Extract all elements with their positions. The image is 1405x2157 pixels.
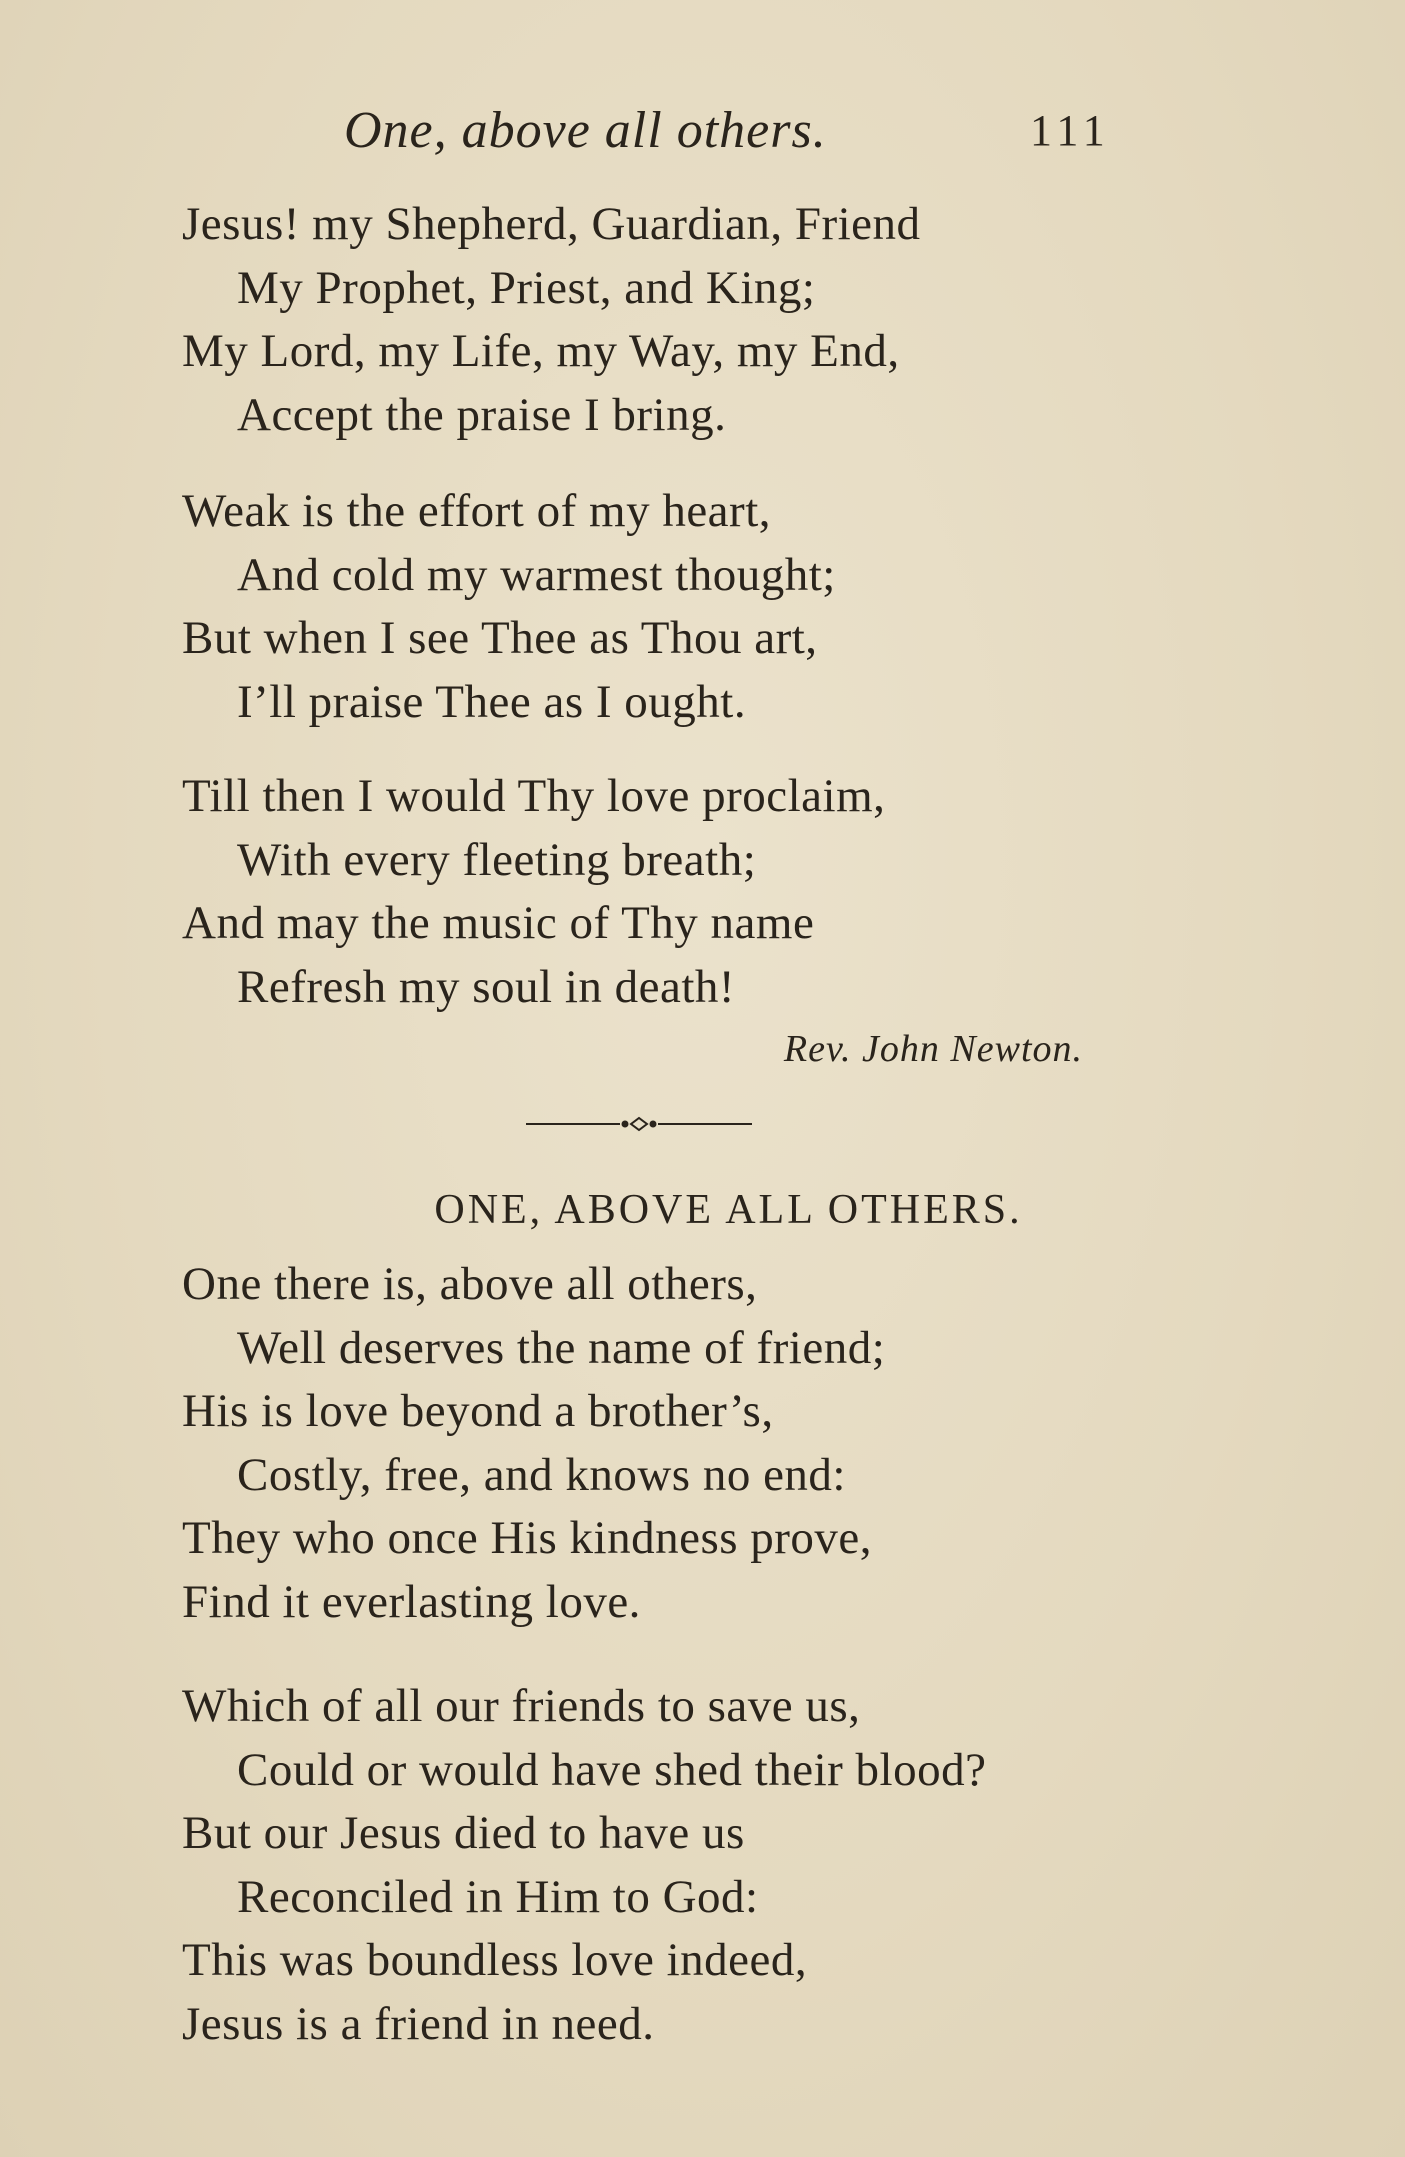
- poem-line: Jesus is a friend in need.: [182, 1997, 655, 2050]
- poem-line: My Prophet, Priest, and King;: [237, 261, 816, 314]
- page-number: 111: [1030, 106, 1111, 155]
- running-head: [0, 96, 1405, 166]
- poem-line: This was boundless love indeed,: [182, 1934, 808, 1986]
- poem-line: They who once His kindness prove,: [182, 1512, 873, 1564]
- poem-line: Refresh my soul in death!: [237, 960, 736, 1013]
- poem1-stanza-2: [182, 480, 836, 734]
- poem-line: I’ll praise Thee as I ought.: [237, 675, 747, 728]
- poem-line: Jesus! my Shepherd, Guardian, Friend: [182, 198, 921, 250]
- poem-attribution: Rev. John Newton.: [783, 1028, 1083, 1070]
- poem-line: My Lord, my Life, my Way, my End,: [182, 325, 900, 377]
- poem1-stanza-3: [182, 765, 885, 1019]
- poem-line: Accept the praise I bring.: [237, 388, 727, 441]
- poem-line: Weak is the effort of my heart,: [182, 485, 772, 537]
- poem-line: With every fleeting breath;: [237, 833, 757, 886]
- poem-line: Could or would have shed their blood?: [237, 1743, 987, 1796]
- divider-ornament-icon: [526, 1110, 752, 1138]
- poem2-title: ONE, ABOVE ALL OTHERS.: [434, 1187, 1023, 1233]
- poem-line: But when I see Thee as Thou art,: [182, 612, 818, 664]
- poem-line: And may the music of Thy name: [182, 897, 815, 949]
- poem-line: Till then I would Thy love proclaim,: [182, 770, 886, 822]
- poem-line: But our Jesus died to have us: [182, 1807, 745, 1859]
- poem-line: Which of all our friends to save us,: [182, 1680, 861, 1732]
- poem-line: And cold my warmest thought;: [237, 548, 836, 601]
- poem-line: Costly, free, and knows no end:: [237, 1448, 846, 1501]
- poem2-stanza-2: [182, 1675, 986, 2056]
- poem-line: Find it everlasting love.: [182, 1575, 641, 1628]
- poem-line: His is love beyond a brother’s,: [182, 1385, 774, 1437]
- poem1-stanza-1: [182, 193, 921, 447]
- poem-line: Well deserves the name of friend;: [237, 1321, 886, 1374]
- poem-line: Reconciled in Him to God:: [237, 1870, 759, 1923]
- running-title: One, above all others.: [344, 102, 827, 159]
- poem-line: One there is, above all others,: [182, 1258, 758, 1310]
- poem2-stanza-1: [182, 1253, 885, 1634]
